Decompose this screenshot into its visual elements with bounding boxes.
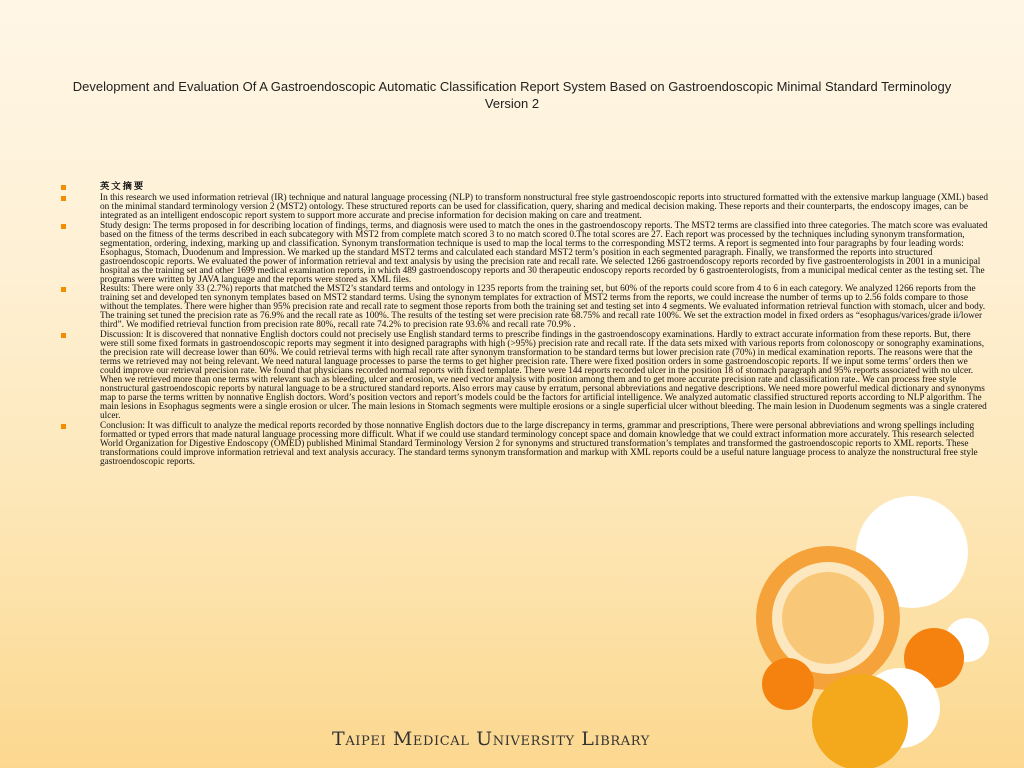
list-item [58,183,990,192]
footer-library-name: Taipei Medical University Library [332,728,650,750]
paragraph-conclusion: Conclusion: It was difficult to analyze the medical reports recorded by those nonnative English doctors due to the large discrepancy in terms, grammar and prescriptions, There were personal abbreviations and wrong spellings including formatted or typed errors that made natural language processing more difficult. What if we could use standard terminology concept space and domain knowledge that we could extract information more accurately. This research selected World Organization for Digestive Endoscopy (OMED) published Minimal Standard Terminology Version 2 for synonyms and structured transformation’s templates and transformed the gastroendoscopic reports to XML reports. These transformations could improve information retrieval and text analysis accuracy. The standard terms synonym transformation and markup with XML reports could be a useful nature language process to analyze the nonstructural free style gastroendoscopic reports. [100,420,978,467]
bullet-square-icon [61,424,66,429]
paragraph-study-design: Study design: The terms proposed in for describing location of findings, terms, and diagnosis were used to match the ones in the gastroendoscopy reports. The MST2 terms are classified into three categories. The match score was evaluated based on the fitness of the terms described in each subcategory with MST2 from complete match scored 3 to no match scored 0.The total scores are 27. Each report was processed by the techniques including synonym transformation, segmentation, ordering, indexing, marking up and classification. Synonym transformation technique is used to map the local terms to the corresponding MST2 terms. A report is segmented into four paragraphs by four leading words: Esophagus, Stomach, Duodenum and Impression. We marked up the standard MST2 terms and calculated each standard MST2 term’s position in each segmented paragraph. Finally, we transformed the reports into structured gastroendoscopic reports. We evaluated the power of information retrieval and text analysis by using the precision rate and recall rate. We selected 1266 gastroendoscopy reports recorded by five gastroenterologists in 2001 in a municipal hospital as the training set and other 1699 medical examination reports, in which 489 gastroendoscopy reports and 30 therapeutic endoscopy reports recorded by 6 gastroenterologists, from a municipal medical center as the testing set. The programs were written by JAVA language and the reports were stored as XML files. [100,220,988,285]
circle-gold-bottom [812,674,908,768]
circle-light-ring-inner [782,572,874,664]
slide-title: Development and Evaluation Of A Gastroendoscopic Automatic Classification Report System Based on Gastroendoscopic Minimal Standard Terminology Version 2 [72,79,952,111]
bullet-square-icon [61,287,66,292]
paragraph-results: Results: There were only 33 (2.7%) reports that matched the MST2’s standard terms and ontology in 1235 reports from the training set, but 60% of the reports could score from 4 to 6 in each category. We analyzed 1266 reports from the training set and developed ten synonym templates based on MST2 standard terms. Using the synonym templates for extraction of MST2 terms from the reports, we could increase the number of terms up to 2.56 folds compare to those without the templates. There were higher than 95% precision rate and recall rate to segment those reports from both the training set and testing set into 4 segments. We evaluated information retrieval function with stomach, ulcer and body. The training set tuned the precision rate as 76.9% and the recall rate as 100%. The results of the testing set were precision rate 68.75% and recall rate 100%. We set the extraction model in fixed orders as “esophagus/varices/grade ii/lower third”. We modified retrieval function from precision rate 80%, recall rate 74.2% to precision rate 93.6% and recall rate 70.9% . [100,284,986,331]
list-item [58,422,990,467]
bullet-square-icon [61,196,66,201]
list-item [58,331,990,421]
paragraph-introduction: In this research we used information retrieval (IR) technique and natural language processing (NLP) to transform nonstructural free style gastroendoscopic reports into structured formatted with the extensive markup language (XML) based on the minimal standard terminology version 2 (MST2) ontology. These structured reports can be used for classification, query, sharing and medical decision making. These reports and their counterparts, the endoscopy images, can be integrated as an intelligent endoscopic report system to support more accurate and precise information for decision making on care and treatment. [100,192,989,221]
list-item [58,194,990,221]
abstract-body [58,183,990,468]
list-item [58,222,990,285]
bullet-square-icon [61,185,66,190]
abstract-heading: 英文摘要 [100,182,146,192]
circle-orange-left [762,658,814,710]
paragraph-discussion: Discussion: It is discovered that nonnative English doctors could not precisely use English standard terms to prescribe findings in the gastroendoscopy examinations. Hardly to extract accurate information from these reports. But, there were still some fixed formats in gastroendoscopic reports may segment it into designed paragraphs with high (>95%) precision rate and recall rate. If the data sets mixed with various reports from colonoscopy or sonography examinations, the precision rate will decrease lower than 60%. We could retrieval terms with high recall rate after synonym transformation to be standard terms but lower precision rate (70%) in medical examination reports. The reasons were that the terms we retrieved may not being relevant. We need natural language processes to parse the terms to get higher precision rate. There were fixed position orders in some gastroendoscopic reports. If we input some terms’ orders then we could improve our retrieval precision rate. We found that physicians recorded normal reports with fixed template. There were 144 reports recorded ulcer in the position 18 of stomach paragraph and 95% reports associated with no ulcer. When we retrieved more than one terms with relevant such as bleeding, ulcer and erosion, we need vector analysis with position among them and to get more accurate precision rate and classification rate.. We can process free style nonstructural gastroendoscopic reports by natural language to be a structured standard reports. Also errors may cause by erratum, personal abbreviations and negative descriptions. We need more powerful medical dictionary and synonyms map to parse the terms written by nonnative English doctors. Word’s position vectors and report’s models could be the factors for artificial intelligence. We analyzed automatic classified structured reports according to NLP algorithm. The main lesions in Esophagus segments were a single erosion or ulcer. The main lesions in Stomach segments were multiple erosions or a single superficial ulcer without bleeding. The main lesion in Duodenum segments was a single cratered ulcer. [100,330,987,421]
bullet-square-icon [61,224,66,229]
bullet-square-icon [61,333,66,338]
list-item [58,285,990,330]
